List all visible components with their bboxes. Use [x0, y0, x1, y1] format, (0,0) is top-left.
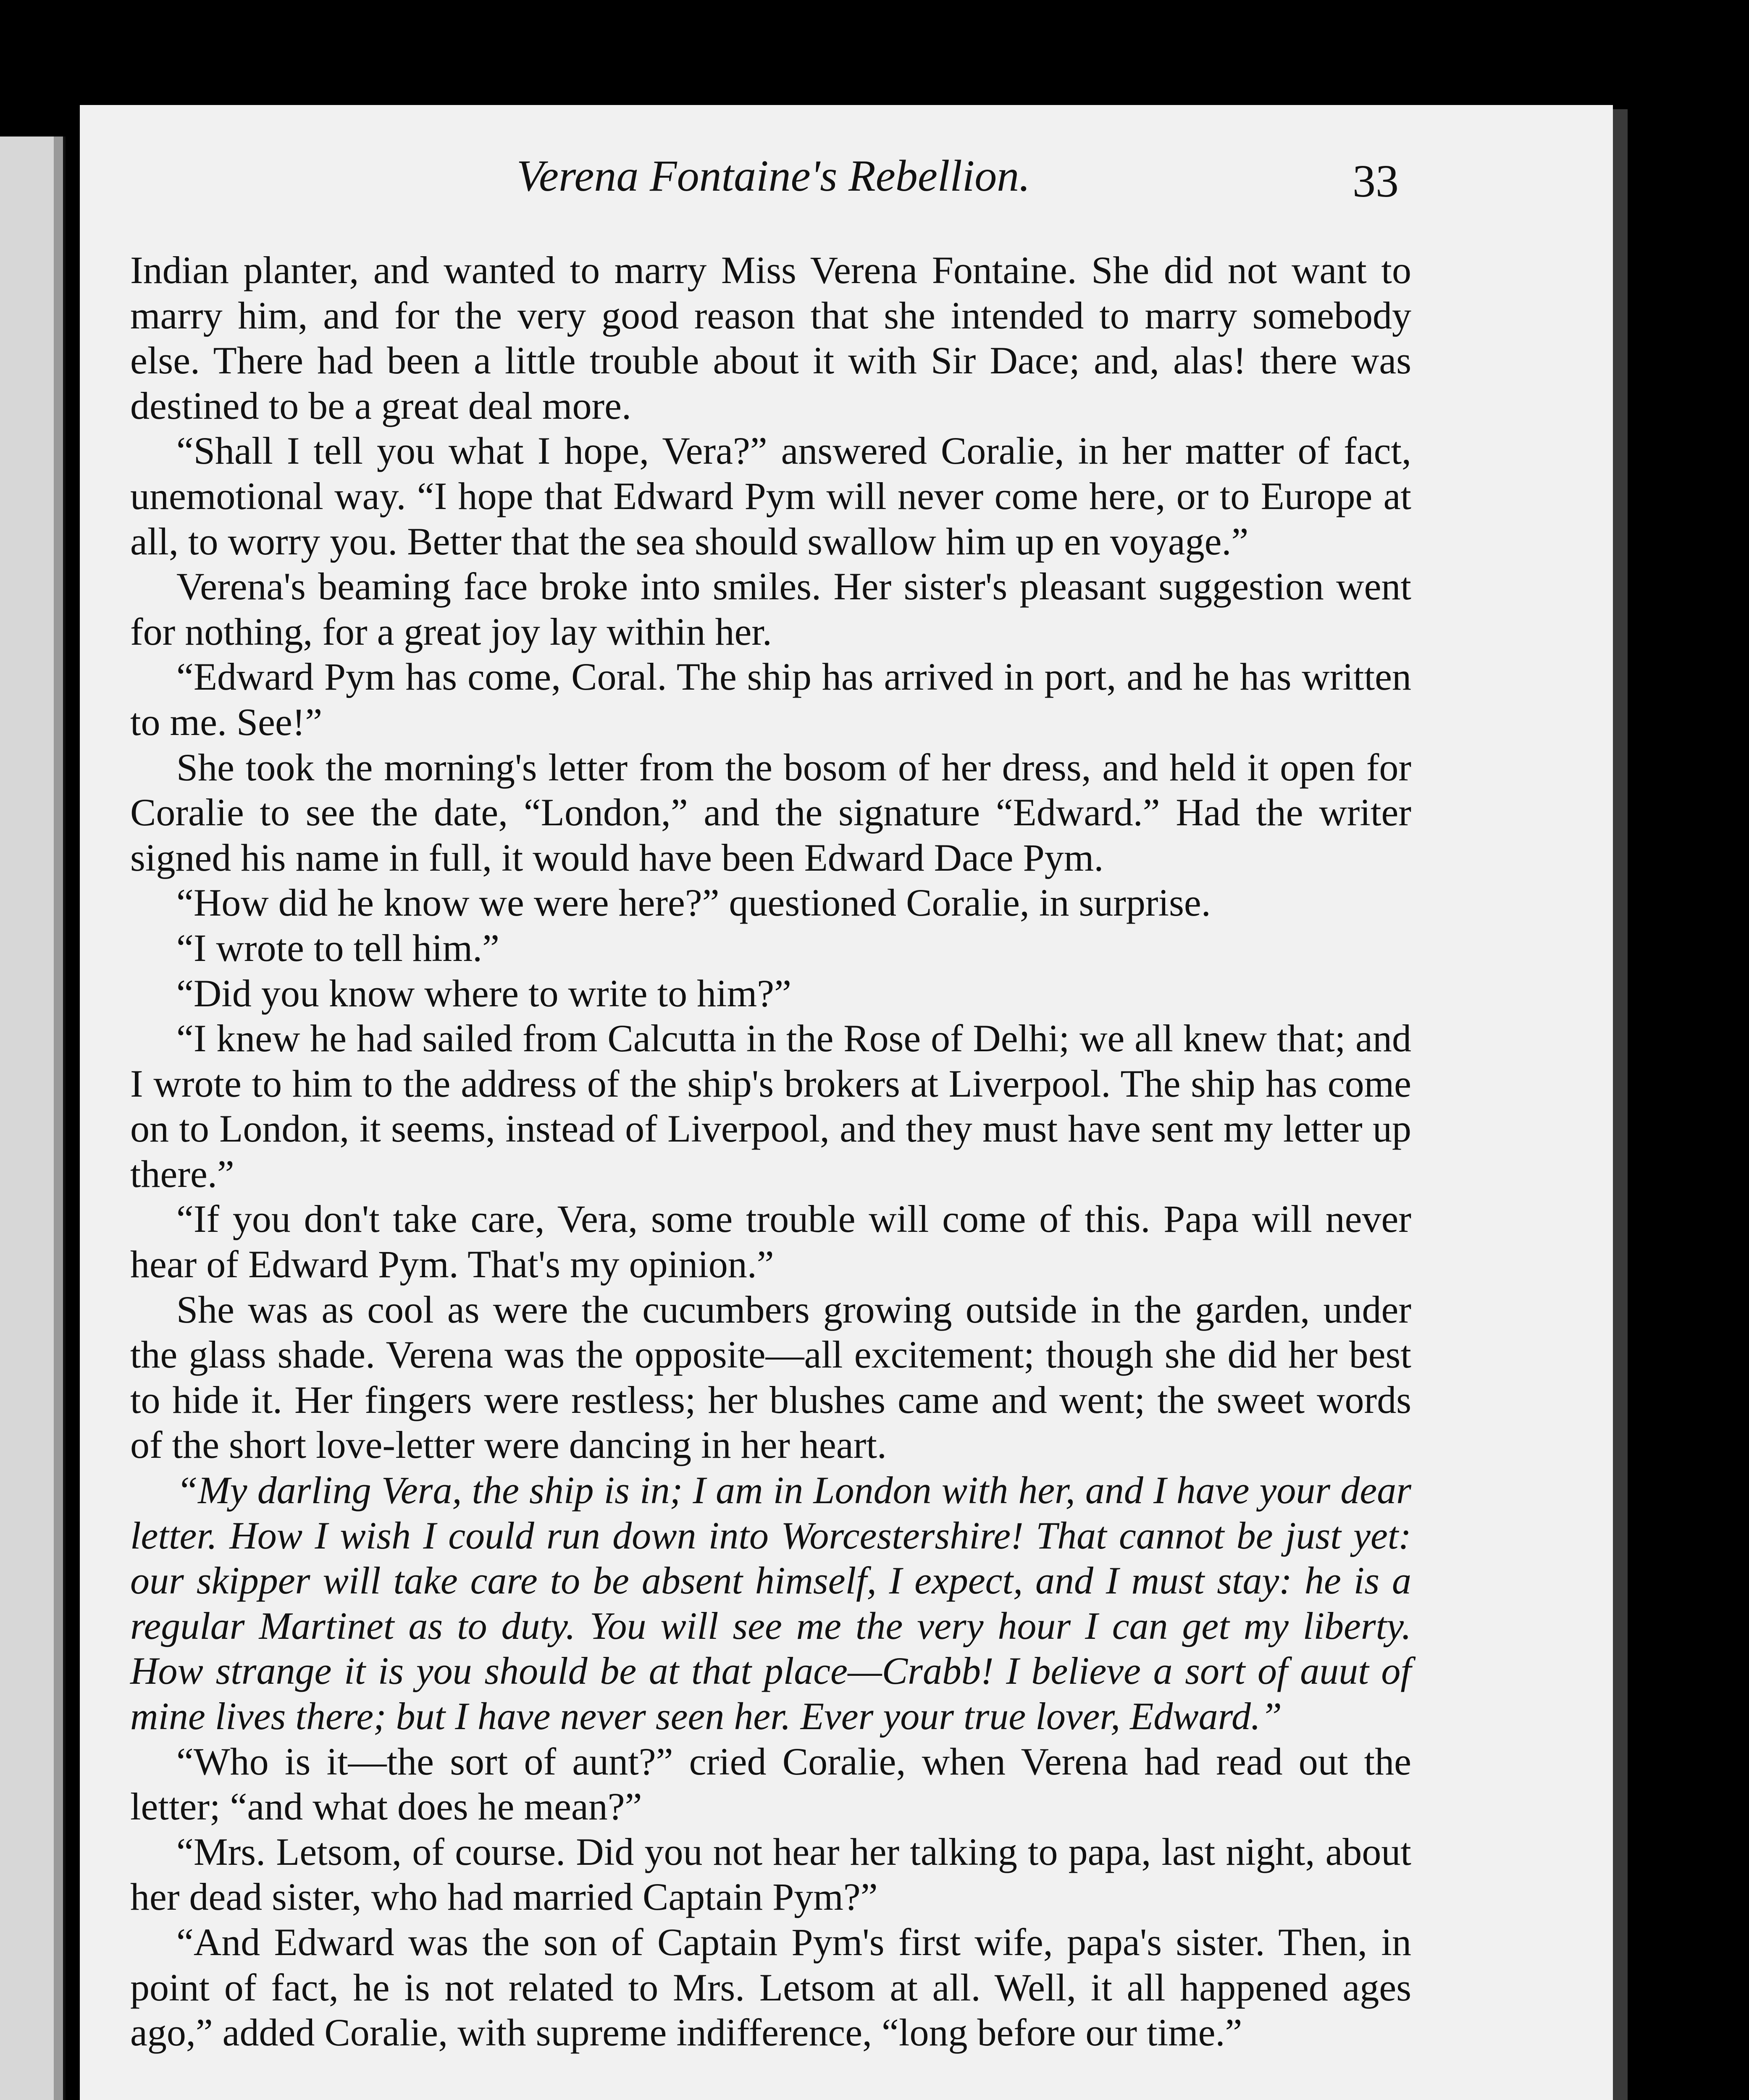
paragraph: “And Edward was the son of Captain Pym's first wife, papa's sister. Then, in point of fact, he is not related to Mrs. Letsom at all. Well, it all happened ages ago,” added Coralie, with supreme indifference, “long before our time.”: [130, 1920, 1411, 2054]
paragraph: “How did he know we were here?” questioned Coralie, in surprise.: [176, 881, 1211, 924]
paragraph: “Who is it—the sort of aunt?” cried Coralie, when Verena had read out the letter; “and what does he mean?”: [130, 1740, 1411, 1828]
paragraph: “I wrote to tell him.”: [176, 926, 499, 969]
paragraph: “I knew he had sailed from Calcutta in the Rose of Delhi; we all knew that; and I wrote to him to the address of the ship's brokers at Liverpool. The ship has come on to London, it seems, instead of Liverpool, and they must have sent my letter up there.”: [130, 1017, 1411, 1195]
letter-paragraph: “My darling Vera, the ship is in; I am in London with her, and I have your dear letter. How I wish I could run down into Worcestershire! That cannot be just yet: our skipper will take care to be absent himself, I expect, and I must stay: he is a regular Martinet as to duty. You will see me the very hour I can get my liberty. How strange it is you should be at that place—Crabb! I believe a sort of auut of mine lives there; but I have never seen her. Ever your true lover, Edward.”: [130, 1469, 1411, 1738]
paragraph: “Shall I tell you what I hope, Vera?” answered Coralie, in her matter of fact, unemotional way. “I hope that Edward Pym will never come here, or to Europe at all, to worry you. Better that the sea should swallow him up en voyage.”: [130, 429, 1411, 563]
paragraph: “If you don't take care, Vera, some trouble will come of this. Papa will never hear of Edward Pym. That's my opinion.”: [130, 1197, 1411, 1286]
paragraph: “Mrs. Letsom, of course. Did you not hear her talking to papa, last night, about her dead sister, who had married Captain Pym?”: [130, 1830, 1411, 1919]
paragraph: “Edward Pym has come, Coral. The ship has arrived in port, and he has written to me. See!”: [130, 655, 1411, 743]
previous-page-edge: [0, 136, 66, 2100]
paragraph: Indian planter, and wanted to marry Miss Verena Fontaine. She did not want to marry him, and for the very good reason that she intended to marry somebody else. There had been a little trouble about it with Sir Dace; and, alas! there was destined to be a great deal more.: [130, 249, 1411, 427]
paragraph: She was as cool as were the cucumbers growing outside in the garden, under the glass shade. Verena was the opposite—all excitement; though she did her best to hide it. Her fingers were restless; her blushes came and went; the sweet words of the short love-letter were dancing in her heart.: [130, 1288, 1411, 1467]
paragraph: “Did you know where to write to him?”: [176, 971, 791, 1015]
page-gutter: [54, 136, 63, 2100]
paragraph: She took the morning's letter from the bosom of her dress, and held it open for Coralie to see the date, “London,” and the signature “Edward.” Had the writer signed his name in full, it would have been Edward Dace Pym.: [130, 746, 1411, 879]
page-header: [130, 150, 1407, 218]
body-text: [130, 248, 1411, 2055]
page-number: 33: [1352, 155, 1399, 207]
paragraph: Verena's beaming face broke into smiles. Her sister's pleasant suggestion went for nothing, for a great joy lay within her.: [130, 565, 1411, 653]
running-title: Verena Fontaine's Rebellion.: [517, 151, 1030, 200]
